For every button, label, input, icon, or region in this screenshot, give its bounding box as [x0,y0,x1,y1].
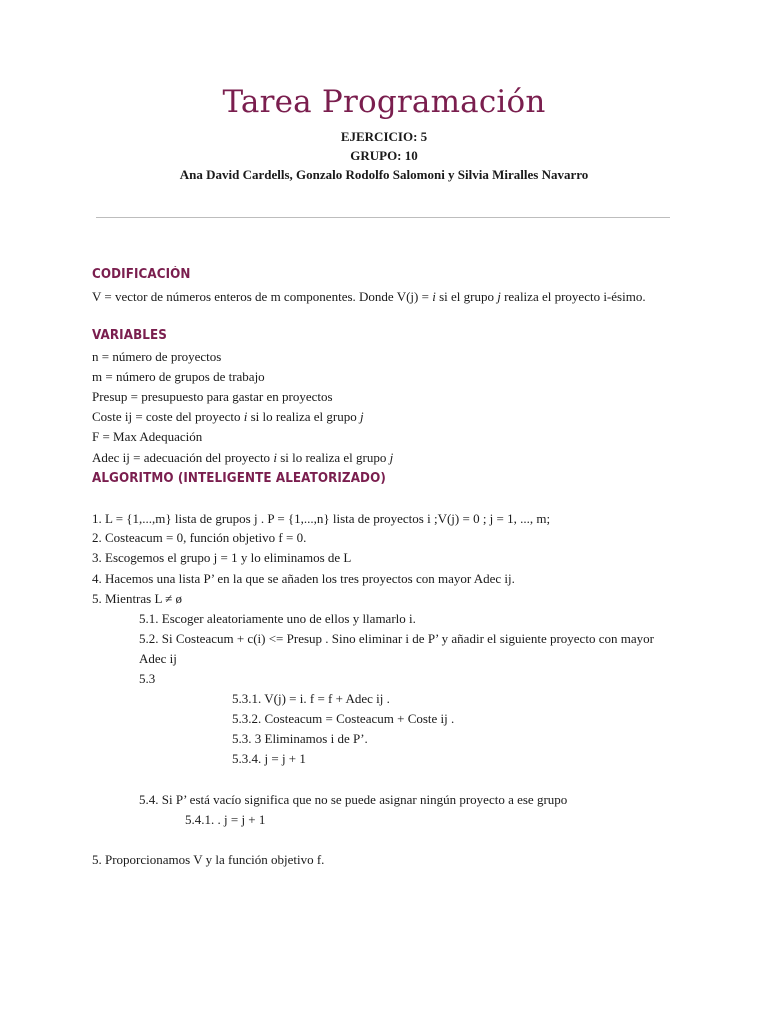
algorithm-step-5-3-2: 5.3.2. Costeacum = Costeacum + Coste ij . [232,711,455,726]
algorithm-step-5-1: 5.1. Escoger aleatoriamente uno de ellos y llamarlo i. [139,611,416,626]
exercise-label: EJERCICIO: 5 [340,129,428,144]
codificacion-text-part: realiza el proyecto i-ésimo. [500,289,646,304]
algorithm-step-4: 4. Hacemos una lista P’ en la que se añaden los tres proyectos con mayor Adec ij. [92,571,515,586]
algorithm-step-5-3-1: 5.3.1. V(j) = i. f = f + Adec ij . [232,691,390,706]
algorithm-step-5-2: 5.2. Si Costeacum + c(i) <= Presup . Sino eliminar i de P’ y añadir el siguiente proyecto con mayor [139,631,654,646]
italic-i: i [273,450,277,465]
algorithm-step-3: 3. Escogemos el grupo j = 1 y lo eliminamos de L [92,550,352,565]
horizontal-divider [96,217,670,218]
italic-i: i [243,409,248,424]
algorithm-step-5-4-1: 5.4.1. . j = j + 1 [185,812,266,827]
algorithm-step-5-3-3: 5.3. 3 Eliminamos i de P’. [232,731,368,746]
codificacion-text-part: V = vector de números enteros de m componentes. Donde V(j) = [92,289,433,304]
variable-presup: Presup = presupuesto para gastar en proyectos [92,389,333,404]
variable-coste-part: Coste ij = coste del proyecto [92,409,244,424]
document-title: Tarea Programación [222,84,546,120]
italic-j: j [389,450,394,465]
group-label: GRUPO: 10 [350,148,418,163]
codificacion-text [92,289,646,305]
codificacion-text-part: si el grupo [435,289,498,304]
algorithm-step-2: 2. Costeacum = 0, función objetivo f = 0. [92,530,307,545]
variable-adec-part: Adec ij = adecuación del proyecto [92,450,274,465]
section-heading-codificacion: CODIFICACIÓN [92,267,191,282]
variable-coste-part: si lo realiza el grupo [247,409,361,424]
italic-i: i [432,289,436,304]
section-heading-variables: VARIABLES [92,328,167,343]
algorithm-step-5-3-4: 5.3.4. j = j + 1 [232,751,306,766]
variable-n: n = número de proyectos [92,349,222,364]
variable-f: F = Max Adequación [92,429,203,444]
algorithm-step-final: 5. Proporcionamos V y la función objetivo f. [92,852,325,867]
variable-coste [92,409,364,425]
algorithm-step-5-4: 5.4. Si P’ está vacío significa que no se puede asignar ningún proyecto a ese grupo [139,792,568,807]
section-heading-algoritmo: ALGORITMO (INTELIGENTE ALEATORIZADO) [92,471,386,486]
variable-adec-part: si lo realiza el grupo [276,450,390,465]
italic-j: j [360,409,364,424]
variable-m: m = número de grupos de trabajo [92,369,265,384]
algorithm-step-5-3: 5.3 [139,671,156,686]
algorithm-step-5: 5. Mientras L ≠ ø [92,591,183,606]
algorithm-step-5-2-cont: Adec ij [139,651,177,666]
italic-j: j [497,289,501,304]
authors-line: Ana David Cardells, Gonzalo Rodolfo Salomoni y Silvia Miralles Navarro [179,167,589,182]
algorithm-step-1: 1. L = {1,...,m} lista de grupos j . P = {1,...,n} lista de proyectos i ;V(j) = 0 ; j = 1, ..., m; [92,511,551,526]
variable-adec [92,450,393,466]
